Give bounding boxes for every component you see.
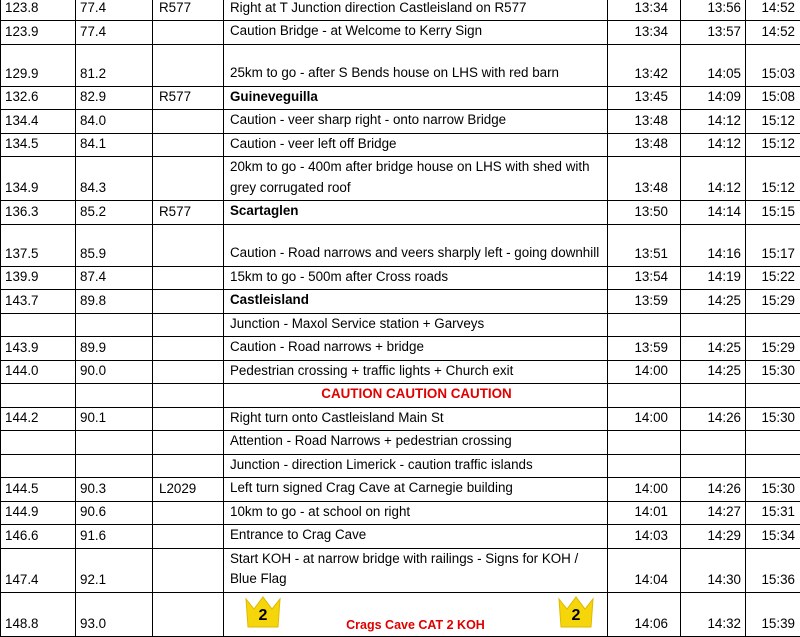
km-cell: 129.9 — [1, 44, 76, 86]
time-fast-cell: 13:59 — [608, 337, 681, 361]
miles-cell — [76, 313, 153, 337]
time-fast-cell: 14:03 — [608, 525, 681, 549]
km-cell: 136.3 — [1, 201, 76, 225]
miles-cell — [76, 431, 153, 455]
table-row — [1, 201, 800, 225]
time-mid-cell: 14:27 — [681, 501, 746, 525]
miles-cell: 92.1 — [76, 548, 153, 592]
caution-banner: CAUTION CAUTION CAUTION — [224, 384, 608, 408]
time-mid-cell: 14:32 — [681, 592, 746, 636]
road-cell — [153, 313, 224, 337]
road-cell — [153, 548, 224, 592]
instruction-cell: Junction - Maxol Service station + Garveys — [224, 313, 608, 337]
table-row — [1, 110, 800, 134]
miles-cell: 82.9 — [76, 86, 153, 110]
road-cell — [153, 525, 224, 549]
table-row — [1, 313, 800, 337]
instruction-cell: 15km to go - 500m after Cross roads — [224, 266, 608, 290]
instruction-cell: Entrance to Crag Cave — [224, 525, 608, 549]
time-mid-cell: 13:57 — [681, 21, 746, 45]
road-cell — [153, 454, 224, 478]
time-fast-cell: 14:00 — [608, 360, 681, 384]
time-fast-cell: 13:50 — [608, 201, 681, 225]
road-cell: R577 — [153, 0, 224, 21]
instruction-cell: Start KOH - at narrow bridge with railings - Signs for KOH / Blue Flag — [224, 548, 608, 592]
miles-cell: 93.0 — [76, 592, 153, 636]
time-slow-cell: 15:30 — [746, 478, 800, 502]
time-slow-cell: 14:52 — [746, 21, 800, 45]
time-slow-cell: 14:52 — [746, 0, 800, 21]
table-row — [1, 478, 800, 502]
finish-row — [1, 592, 800, 636]
time-slow-cell: 15:31 — [746, 501, 800, 525]
time-mid-cell: 14:25 — [681, 337, 746, 361]
time-mid-cell — [681, 384, 746, 408]
time-fast-cell: 14:00 — [608, 478, 681, 502]
table-row — [1, 384, 800, 408]
time-fast-cell: 14:00 — [608, 407, 681, 431]
km-cell — [1, 454, 76, 478]
time-slow-cell: 15:36 — [746, 548, 800, 592]
km-cell: 144.2 — [1, 407, 76, 431]
road-cell — [153, 157, 224, 201]
instruction-cell: Left turn signed Crag Cave at Carnegie building — [224, 478, 608, 502]
instruction-cell: Junction - direction Limerick - caution traffic islands — [224, 454, 608, 478]
time-mid-cell: 14:19 — [681, 266, 746, 290]
table-row — [1, 0, 800, 21]
time-mid-cell: 14:12 — [681, 133, 746, 157]
miles-cell: 85.9 — [76, 224, 153, 266]
time-slow-cell: 15:12 — [746, 157, 800, 201]
miles-cell: 85.2 — [76, 201, 153, 225]
table-row — [1, 224, 800, 266]
km-cell — [1, 384, 76, 408]
time-fast-cell: 14:06 — [608, 592, 681, 636]
road-cell — [153, 407, 224, 431]
time-fast-cell: 13:59 — [608, 290, 681, 314]
km-cell: 147.4 — [1, 548, 76, 592]
miles-cell: 81.2 — [76, 44, 153, 86]
table-row — [1, 133, 800, 157]
time-slow-cell — [746, 454, 800, 478]
road-cell — [153, 133, 224, 157]
miles-cell: 90.0 — [76, 360, 153, 384]
miles-cell: 89.9 — [76, 337, 153, 361]
km-cell: 134.5 — [1, 133, 76, 157]
table-row — [1, 548, 800, 592]
instruction-cell: Caution - veer left off Bridge — [224, 133, 608, 157]
time-fast-cell: 13:34 — [608, 21, 681, 45]
instruction-cell: Pedestrian crossing + traffic lights + Church exit — [224, 360, 608, 384]
time-slow-cell: 15:29 — [746, 337, 800, 361]
instruction-cell: 25km to go - after S Bends house on LHS with red barn — [224, 44, 608, 86]
road-cell — [153, 501, 224, 525]
time-mid-cell: 14:16 — [681, 224, 746, 266]
town-name-cell: Scartaglen — [224, 201, 608, 225]
instruction-cell: Caution - Road narrows + bridge — [224, 337, 608, 361]
town-name-cell: Guineveguilla — [224, 86, 608, 110]
table-row — [1, 337, 800, 361]
time-mid-cell: 14:30 — [681, 548, 746, 592]
time-mid-cell — [681, 431, 746, 455]
km-cell — [1, 431, 76, 455]
miles-cell: 90.6 — [76, 501, 153, 525]
road-cell — [153, 384, 224, 408]
miles-cell: 87.4 — [76, 266, 153, 290]
instruction-cell: Caution - Road narrows and veers sharply left - going downhill — [224, 224, 608, 266]
road-cell — [153, 337, 224, 361]
road-cell — [153, 431, 224, 455]
time-slow-cell: 15:15 — [746, 201, 800, 225]
time-slow-cell: 15:03 — [746, 44, 800, 86]
time-fast-cell: 13:48 — [608, 133, 681, 157]
road-cell — [153, 224, 224, 266]
miles-cell: 77.4 — [76, 0, 153, 21]
time-slow-cell: 15:29 — [746, 290, 800, 314]
time-fast-cell: 14:04 — [608, 548, 681, 592]
table-row — [1, 86, 800, 110]
time-fast-cell: 13:42 — [608, 44, 681, 86]
time-slow-cell: 15:17 — [746, 224, 800, 266]
time-fast-cell: 13:45 — [608, 86, 681, 110]
km-cell: 123.9 — [1, 21, 76, 45]
km-cell: 143.7 — [1, 290, 76, 314]
time-mid-cell — [681, 454, 746, 478]
table-row — [1, 407, 800, 431]
road-cell — [153, 21, 224, 45]
instruction-cell: Caution Bridge - at Welcome to Kerry Sign — [224, 21, 608, 45]
time-mid-cell: 14:09 — [681, 86, 746, 110]
miles-cell — [76, 384, 153, 408]
table-row — [1, 525, 800, 549]
table-row — [1, 44, 800, 86]
time-slow-cell: 15:12 — [746, 133, 800, 157]
miles-cell: 90.1 — [76, 407, 153, 431]
km-cell: 134.9 — [1, 157, 76, 201]
time-slow-cell: 15:08 — [746, 86, 800, 110]
miles-cell: 91.6 — [76, 525, 153, 549]
instruction-cell: Caution - veer sharp right - onto narrow Bridge — [224, 110, 608, 134]
time-mid-cell: 14:29 — [681, 525, 746, 549]
miles-cell: 89.8 — [76, 290, 153, 314]
time-fast-cell — [608, 384, 681, 408]
instruction-cell: Attention - Road Narrows + pedestrian crossing — [224, 431, 608, 455]
instruction-cell: 10km to go - at school on right — [224, 501, 608, 525]
time-fast-cell: 13:54 — [608, 266, 681, 290]
time-slow-cell: 15:22 — [746, 266, 800, 290]
instruction-cell: 20km to go - 400m after bridge house on LHS with shed with grey corrugated roof — [224, 157, 608, 201]
time-fast-cell: 13:48 — [608, 157, 681, 201]
km-cell: 146.6 — [1, 525, 76, 549]
road-cell — [153, 44, 224, 86]
time-slow-cell: 15:34 — [746, 525, 800, 549]
table-row — [1, 501, 800, 525]
time-fast-cell — [608, 454, 681, 478]
time-fast-cell: 13:51 — [608, 224, 681, 266]
miles-cell: 84.0 — [76, 110, 153, 134]
time-mid-cell: 14:14 — [681, 201, 746, 225]
miles-cell: 90.3 — [76, 478, 153, 502]
time-mid-cell: 14:12 — [681, 157, 746, 201]
km-cell: 143.9 — [1, 337, 76, 361]
miles-cell: 84.1 — [76, 133, 153, 157]
koh-finish-label: Crags Cave CAT 2 KOH — [224, 617, 607, 633]
table-row — [1, 454, 800, 478]
km-cell — [1, 313, 76, 337]
time-mid-cell: 14:12 — [681, 110, 746, 134]
km-cell: 148.8 — [1, 592, 76, 636]
km-cell: 132.6 — [1, 86, 76, 110]
time-mid-cell: 13:56 — [681, 0, 746, 21]
road-cell — [153, 360, 224, 384]
km-cell: 144.9 — [1, 501, 76, 525]
route-sheet-rows — [1, 0, 800, 636]
time-mid-cell: 14:26 — [681, 478, 746, 502]
town-name-cell: Castleisland — [224, 290, 608, 314]
table-row — [1, 157, 800, 201]
crown-icon — [557, 595, 595, 629]
table-row — [1, 431, 800, 455]
table-row — [1, 360, 800, 384]
time-slow-cell — [746, 384, 800, 408]
road-cell — [153, 110, 224, 134]
koh-finish-cell — [224, 592, 608, 636]
miles-cell — [76, 454, 153, 478]
time-fast-cell: 13:48 — [608, 110, 681, 134]
road-cell: R577 — [153, 201, 224, 225]
km-cell: 123.8 — [1, 0, 76, 21]
km-cell: 144.0 — [1, 360, 76, 384]
road-cell — [153, 266, 224, 290]
time-fast-cell — [608, 313, 681, 337]
table-row — [1, 21, 800, 45]
road-cell — [153, 592, 224, 636]
table-row — [1, 290, 800, 314]
time-mid-cell: 14:05 — [681, 44, 746, 86]
km-cell: 144.5 — [1, 478, 76, 502]
time-slow-cell: 15:39 — [746, 592, 800, 636]
time-slow-cell — [746, 313, 800, 337]
road-cell: R577 — [153, 86, 224, 110]
time-fast-cell: 13:34 — [608, 0, 681, 21]
miles-cell: 77.4 — [76, 21, 153, 45]
time-slow-cell: 15:30 — [746, 407, 800, 431]
crown-number: 2 — [557, 607, 595, 625]
crown-number: 2 — [244, 607, 282, 625]
time-fast-cell — [608, 431, 681, 455]
km-cell: 134.4 — [1, 110, 76, 134]
time-mid-cell: 14:26 — [681, 407, 746, 431]
time-slow-cell: 15:30 — [746, 360, 800, 384]
road-cell: L2029 — [153, 478, 224, 502]
time-slow-cell — [746, 431, 800, 455]
time-fast-cell: 14:01 — [608, 501, 681, 525]
time-mid-cell: 14:25 — [681, 360, 746, 384]
road-cell — [153, 290, 224, 314]
instruction-cell: Right at T Junction direction Castleisland on R577 — [224, 0, 608, 21]
table-row — [1, 266, 800, 290]
time-mid-cell — [681, 313, 746, 337]
km-cell: 137.5 — [1, 224, 76, 266]
instruction-cell: Right turn onto Castleisland Main St — [224, 407, 608, 431]
miles-cell: 84.3 — [76, 157, 153, 201]
time-slow-cell: 15:12 — [746, 110, 800, 134]
km-cell: 139.9 — [1, 266, 76, 290]
time-mid-cell: 14:25 — [681, 290, 746, 314]
